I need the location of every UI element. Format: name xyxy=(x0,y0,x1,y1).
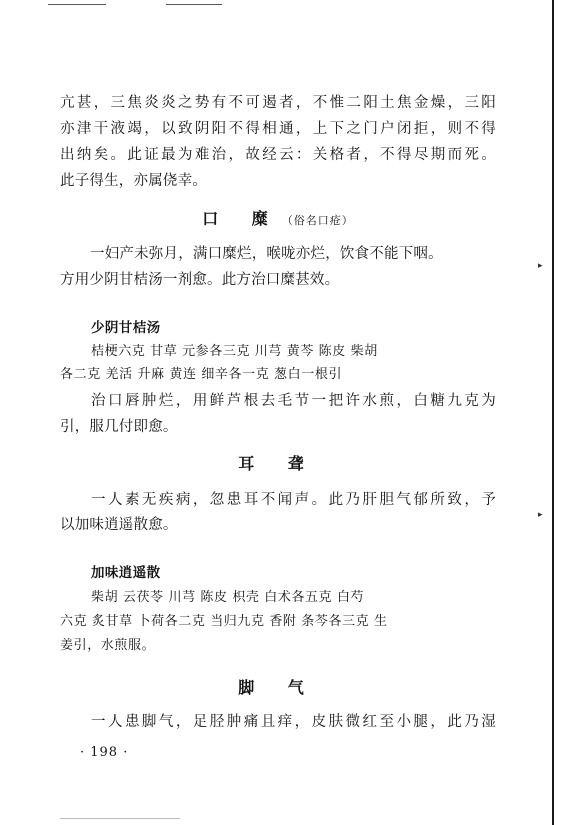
top-rule-right xyxy=(166,4,222,5)
recipe-title: 少阴甘桔汤 xyxy=(91,320,161,336)
body-text-line: 亢甚，三焦炎炎之势有不可遏者，不惟二阳土焦金燥，三阳 xyxy=(60,95,496,111)
body-text-line: 引，服几付即愈。 xyxy=(60,419,178,435)
section-heading-mouth-sores xyxy=(60,207,496,233)
body-text-line: 治口唇肿烂，用鲜芦根去毛节一把许水煎，白糖九克为 xyxy=(91,393,496,409)
body-text-line: 出纳矣。此证最为难治，故经云：关格者，不得尽期而死。 xyxy=(60,147,496,163)
body-text-line: 一人患脚气，足胫肿痛且痒，皮肤微红至小腿，此乃湿 xyxy=(91,714,496,730)
section-heading-beriberi: 脚 气 xyxy=(238,678,318,697)
page-number: · 198 · xyxy=(80,745,129,760)
recipe-ingredients-line: 姜引，水煎服。 xyxy=(60,638,156,653)
heading-text: 口 糜 xyxy=(202,209,282,228)
body-text-line: 一妇产未弥月，满口糜烂，喉咙亦烂，饮食不能下咽。 xyxy=(90,246,443,262)
heading-note: （俗名口疮） xyxy=(281,214,354,227)
recipe-ingredients-line: 各二克 羌活 升麻 黄连 细辛各一克 葱白一根引 xyxy=(60,367,343,382)
body-text-line: 一人素无疾病，忽患耳不闻声。此乃肝胆气郁所致，予 xyxy=(91,492,496,508)
margin-mark-icon: ▸ xyxy=(538,510,543,520)
recipe-title: 加味逍遥散 xyxy=(91,565,161,581)
recipe-ingredients-line: 柴胡 云茯苓 川芎 陈皮 枳壳 白术各五克 白芍 xyxy=(91,590,365,605)
page-edge-border xyxy=(552,0,554,825)
recipe-ingredients-line: 桔梗六克 甘草 元参各三克 川芎 黄芩 陈皮 柴胡 xyxy=(91,344,378,359)
top-rule-left xyxy=(48,4,106,5)
body-text-line: 方用少阴甘桔汤一剂愈。此方治口糜甚效。 xyxy=(60,272,340,288)
body-text-line: 以加味逍遥散愈。 xyxy=(60,517,178,533)
bottom-rule xyxy=(60,818,180,819)
recipe-ingredients-line: 六克 炙甘草 卜荷各二克 当归九克 香附 条芩各三克 生 xyxy=(60,614,388,629)
section-heading-deafness: 耳 聋 xyxy=(238,454,318,473)
body-text-line: 亦津干液竭，以致阴阳不得相通，上下之门户闭拒，则不得 xyxy=(60,121,496,137)
body-text-line: 此子得生，亦属侥幸。 xyxy=(60,173,207,189)
margin-mark-icon: ▸ xyxy=(538,261,543,271)
